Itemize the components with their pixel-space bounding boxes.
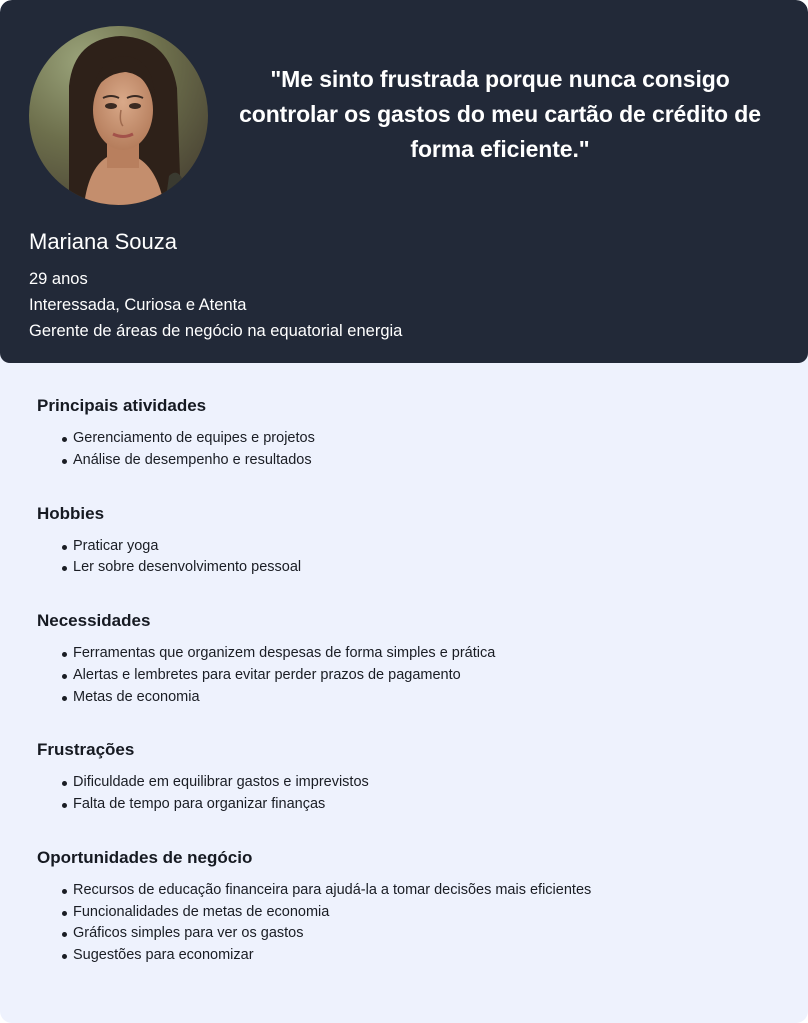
list-item: Dificuldade em equilibrar gastos e imprevistos bbox=[73, 772, 777, 794]
section-list bbox=[37, 536, 777, 580]
section-title: Oportunidades de negócio bbox=[37, 847, 253, 867]
section-list bbox=[37, 643, 777, 708]
section-title: Principais atividades bbox=[37, 396, 207, 415]
persona-info bbox=[29, 266, 402, 344]
list-item: Alertas e lembretes para evitar perder prazos de pagamento bbox=[73, 665, 777, 687]
list-item: Praticar yoga bbox=[73, 536, 777, 558]
list-item: Gerenciamento de equipes e projetos bbox=[73, 428, 777, 450]
persona-details bbox=[37, 393, 777, 996]
section-oportunidades-de-negocio bbox=[37, 845, 777, 967]
list-item: Sugestões para economizar bbox=[73, 945, 777, 967]
section-principais-atividades bbox=[37, 393, 777, 472]
section-title: Necessidades bbox=[37, 611, 151, 630]
persona-header bbox=[0, 0, 808, 363]
avatar bbox=[29, 26, 208, 205]
list-item: Análise de desempenho e resultados bbox=[73, 450, 777, 472]
section-list bbox=[37, 880, 777, 967]
section-hobbies bbox=[37, 501, 777, 580]
section-frustracoes bbox=[37, 737, 777, 816]
list-item: Metas de economia bbox=[73, 687, 777, 709]
list-item: Gráficos simples para ver os gastos bbox=[73, 923, 777, 945]
section-title: Hobbies bbox=[37, 503, 105, 523]
persona-age: 29 anos bbox=[29, 270, 88, 288]
section-necessidades bbox=[37, 608, 777, 708]
section-title: Frustrações bbox=[37, 740, 135, 760]
persona-role: Gerente de áreas de negócio na equatorial energia bbox=[29, 322, 403, 340]
list-item: Ferramentas que organizem despesas de forma simples e prática bbox=[73, 643, 777, 665]
section-list bbox=[37, 428, 777, 472]
persona-traits: Interessada, Curiosa e Atenta bbox=[29, 296, 247, 314]
list-item: Recursos de educação financeira para ajudá-la a tomar decisões mais eficientes bbox=[73, 880, 777, 902]
list-item: Funcionalidades de metas de economia bbox=[73, 902, 777, 924]
list-item: Falta de tempo para organizar finanças bbox=[73, 794, 777, 816]
avatar-photo bbox=[29, 26, 208, 205]
persona-quote: "Me sinto frustrada porque nunca consigo controlar os gastos do meu cartão de crédito de forma eficiente." bbox=[239, 66, 761, 162]
list-item: Ler sobre desenvolvimento pessoal bbox=[73, 557, 777, 579]
section-list bbox=[37, 772, 777, 816]
persona-name: Mariana Souza bbox=[29, 229, 177, 254]
